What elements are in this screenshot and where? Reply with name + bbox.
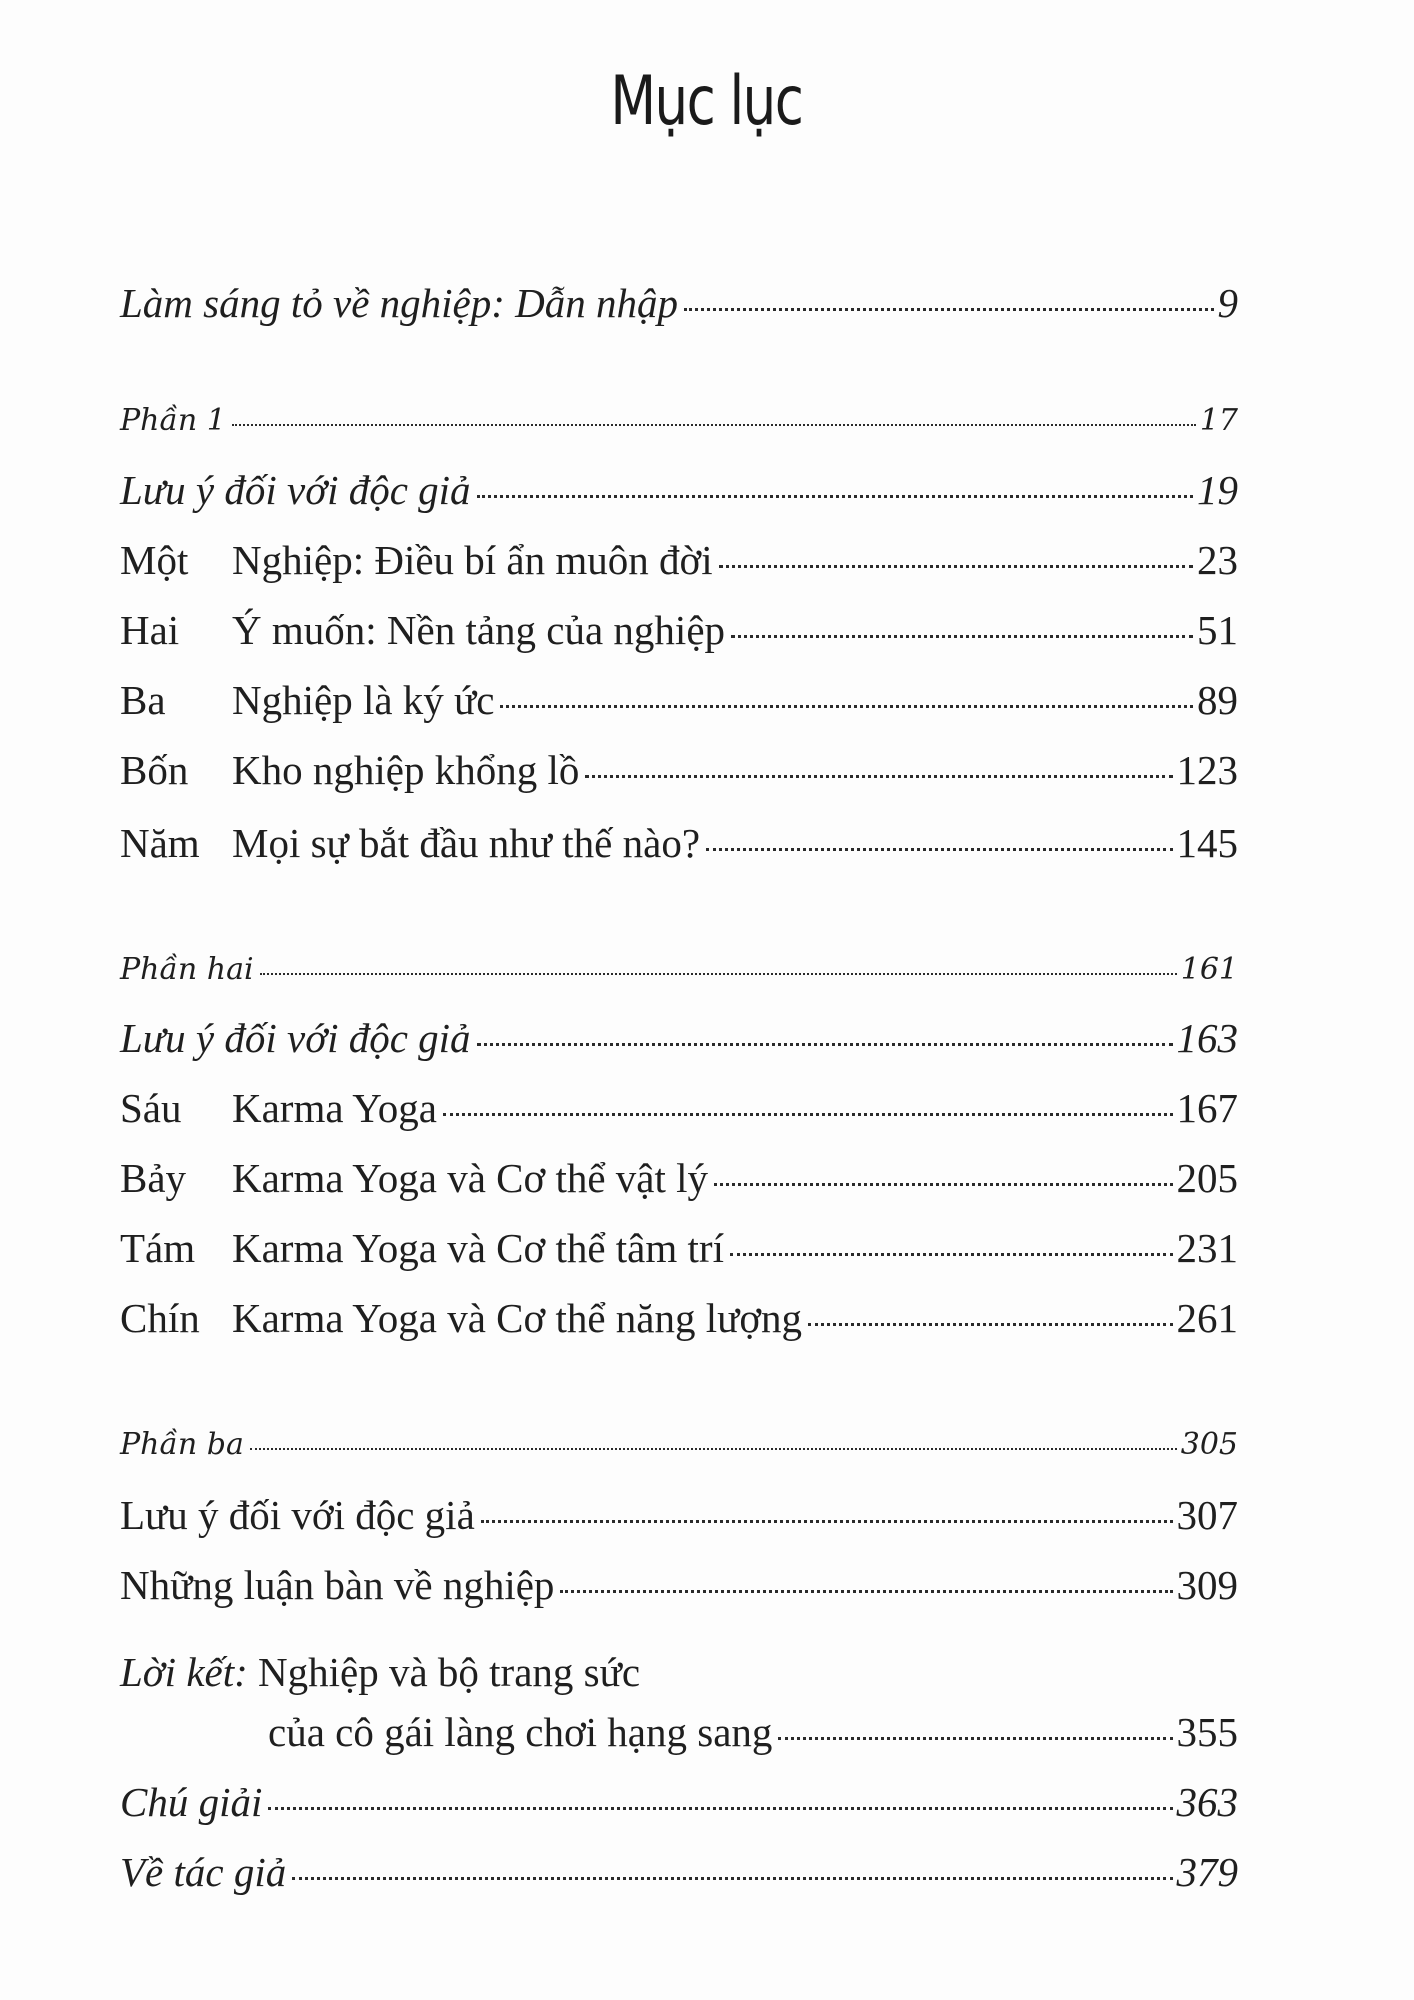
chapter-number: Hai: [120, 607, 180, 653]
toc-entry-notes[interactable]: [120, 1777, 1238, 1827]
entry-label: Ý muốn: Nền tảng của nghiệp: [232, 607, 726, 653]
entry-page: 205: [1176, 1155, 1238, 1201]
entry-label: Karma Yoga: [232, 1085, 437, 1131]
dot-leader: [730, 1253, 1173, 1256]
dot-leader: [292, 1877, 1172, 1880]
entry-page: 163: [1176, 1015, 1238, 1061]
chapter-number: Một: [120, 537, 189, 583]
entry-page: 161: [1180, 952, 1238, 987]
dot-leader: [714, 1183, 1172, 1186]
entry-label: Nghiệp và bộ trang sức: [258, 1649, 641, 1695]
entry-page: 23: [1197, 537, 1238, 583]
toc-entry-note[interactable]: [120, 465, 1238, 515]
dot-leader: [232, 424, 1196, 426]
dot-leader: [808, 1323, 1172, 1326]
toc-chapter[interactable]: [120, 1293, 1238, 1343]
entry-page: 51: [1197, 607, 1238, 653]
entry-page: 261: [1176, 1295, 1238, 1341]
dot-leader: [731, 635, 1193, 638]
toc-chapter[interactable]: [120, 818, 1238, 868]
entry-label: Làm sáng tỏ về nghiệp: Dẫn nhập: [120, 280, 679, 326]
entry-label: Nghiệp: Điều bí ẩn muôn đời: [232, 537, 713, 583]
page-title: Mục lục: [610, 62, 803, 141]
toc-chapter[interactable]: [120, 1153, 1238, 1203]
toc-entry-note[interactable]: [120, 1490, 1238, 1540]
entry-label: của cô gái làng chơi hạng sang: [268, 1709, 773, 1755]
entry-page: 305: [1180, 1427, 1238, 1462]
part-label: Phần 1: [120, 403, 226, 438]
toc-entry-discussion[interactable]: [120, 1560, 1238, 1610]
dot-leader: [778, 1737, 1172, 1740]
entry-page: 89: [1197, 677, 1238, 723]
entry-page: 309: [1176, 1562, 1238, 1608]
entry-page: 145: [1176, 820, 1238, 866]
entry-label: Kho nghiệp khổng lồ: [232, 747, 580, 793]
entry-page: 363: [1176, 1779, 1238, 1825]
dot-leader: [560, 1590, 1172, 1593]
entry-label: Nghiệp là ký ức: [232, 677, 495, 723]
dot-leader: [477, 495, 1193, 498]
chapter-number: Bảy: [120, 1155, 187, 1201]
entry-label: Chú giải: [120, 1779, 263, 1825]
epilogue-prefix: Lời kết:: [120, 1649, 248, 1695]
entry-page: 355: [1176, 1709, 1238, 1755]
entry-page: 19: [1197, 467, 1238, 513]
entry-label: Lưu ý đối với độc giả: [120, 467, 471, 513]
dot-leader: [250, 1448, 1177, 1450]
dot-leader: [260, 973, 1177, 975]
chapter-number: Bốn: [120, 747, 189, 793]
dot-leader: [477, 1043, 1173, 1046]
entry-label: Mọi sự bắt đầu như thế nào?: [232, 820, 701, 866]
entry-page: 167: [1176, 1085, 1238, 1131]
dot-leader: [585, 775, 1172, 778]
toc-entry-author[interactable]: [120, 1847, 1238, 1897]
toc-part-heading-1[interactable]: [120, 396, 1238, 446]
entry-label: Karma Yoga và Cơ thể tâm trí: [232, 1225, 724, 1271]
dot-leader: [481, 1520, 1173, 1523]
chapter-number: Sáu: [120, 1085, 182, 1131]
toc-chapter[interactable]: [120, 605, 1238, 655]
entry-page: 307: [1176, 1492, 1238, 1538]
dot-leader: [719, 565, 1193, 568]
entry-label: Những luận bàn về nghiệp: [120, 1562, 555, 1608]
entry-label: Lưu ý đối với độc giả: [120, 1492, 475, 1538]
dot-leader: [268, 1807, 1172, 1810]
dot-leader: [443, 1113, 1173, 1116]
chapter-number: Tám: [120, 1225, 196, 1271]
toc-chapter[interactable]: [120, 745, 1238, 795]
dot-leader: [684, 308, 1213, 311]
entry-page: 17: [1199, 403, 1238, 438]
dot-leader: [706, 848, 1172, 851]
toc-chapter[interactable]: [120, 1083, 1238, 1133]
entry-label: Lưu ý đối với độc giả: [120, 1015, 471, 1061]
toc-part-heading-2[interactable]: [120, 945, 1238, 995]
toc-chapter[interactable]: [120, 1223, 1238, 1273]
toc-chapter[interactable]: [120, 675, 1238, 725]
toc-entry-intro[interactable]: [120, 278, 1238, 328]
toc-epilogue-first-line[interactable]: [120, 1647, 640, 1697]
entry-page: 123: [1176, 747, 1238, 793]
toc-entry-note[interactable]: [120, 1013, 1238, 1063]
chapter-number: Chín: [120, 1295, 200, 1341]
entry-page: 9: [1217, 280, 1238, 326]
toc-chapter[interactable]: [120, 535, 1238, 585]
entry-page: 231: [1176, 1225, 1238, 1271]
toc-part-heading-3[interactable]: [120, 1420, 1238, 1470]
dot-leader: [500, 705, 1193, 708]
part-label: Phần ba: [120, 1427, 244, 1462]
entry-label: Karma Yoga và Cơ thể năng lượng: [232, 1295, 803, 1341]
entry-page: 379: [1176, 1849, 1238, 1895]
chapter-number: Năm: [120, 820, 200, 866]
entry-label: Về tác giả: [120, 1849, 287, 1895]
part-label: Phần hai: [120, 952, 254, 987]
chapter-number: Ba: [120, 677, 166, 723]
entry-label: Karma Yoga và Cơ thể vật lý: [232, 1155, 709, 1201]
toc-epilogue-second-line[interactable]: [268, 1707, 1238, 1757]
